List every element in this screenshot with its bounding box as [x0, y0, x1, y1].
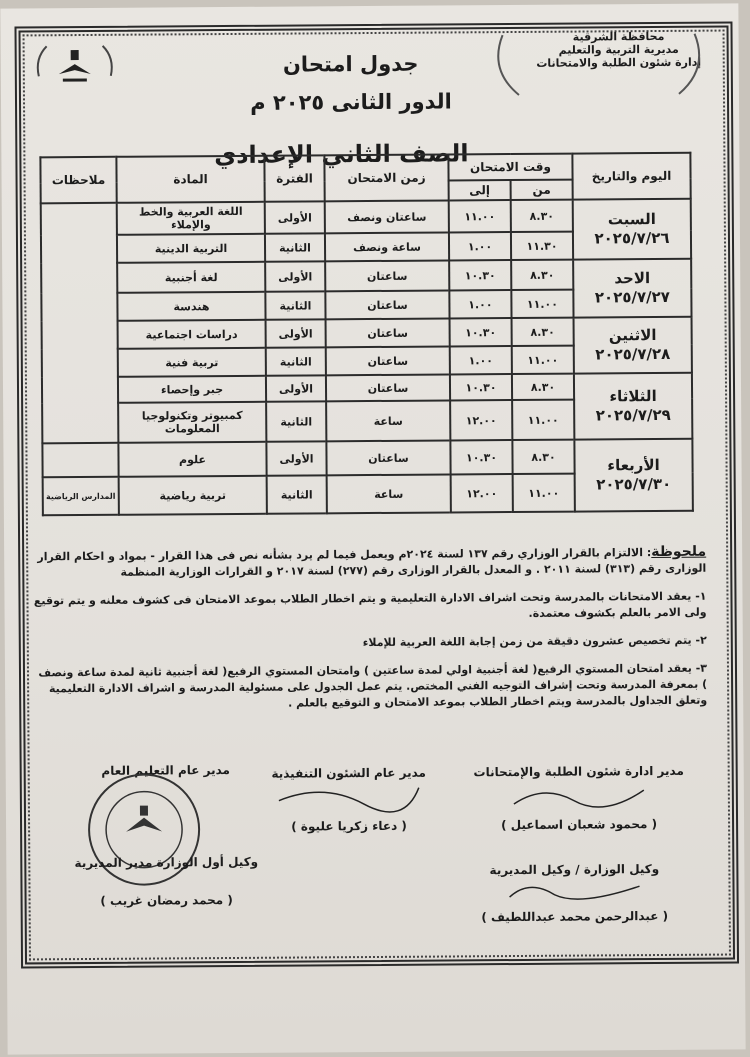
day-date: ٢٠٢٥/٧/٢٦	[594, 228, 670, 248]
time-to: ١.٠٠	[449, 232, 511, 260]
eagle-emblem-icon	[29, 36, 121, 101]
period: الأولى	[265, 201, 325, 233]
document-subtitle: الدور الثانى ٢٠٢٥ م	[250, 89, 452, 115]
subject: تربية رياضية	[119, 476, 267, 515]
note-item: ١- يعقد الامتحانات بالمدرسة وتحت اشراف الادارة التعليمية و يتم اخطار الطلاب بموعد الامتحان فى كشوف معلنه و يتم توقيع ولى الامر بالعلم بكشوف معتمدة.	[33, 589, 707, 620]
notes-cell	[42, 443, 118, 478]
day-cell	[573, 199, 691, 260]
day-name: الاثنين	[608, 326, 657, 345]
time-from: ٨.٣٠	[511, 260, 573, 290]
time-from: ١١.٠٠	[512, 400, 574, 440]
signature-name: ( دعاء زكريا عليوة )	[291, 818, 407, 834]
col-notes: ملاحظات	[40, 157, 116, 204]
time-to: ١٠.٣٠	[450, 318, 512, 346]
time-from: ١١.٣٠	[511, 232, 573, 260]
col-to: إلى	[449, 180, 511, 200]
time-to: ١٠.٣٠	[449, 260, 511, 290]
notes-cell	[41, 203, 119, 444]
subject: علوم	[118, 442, 266, 477]
time-from: ١١.٠٠	[511, 290, 573, 318]
department-line: إدارة شئون الطلبة والامتحانات	[536, 55, 702, 70]
signature-title: وكيل الوزارة / وكيل المديرية	[489, 862, 660, 878]
day-date: ٢٠٢٥/٧/٢٧	[594, 287, 670, 307]
day-name: الاحد	[614, 269, 651, 288]
subject: هندسة	[117, 292, 265, 321]
signature-name: ( محمد رمضان غريب )	[100, 892, 233, 908]
period: الثانية	[266, 401, 326, 441]
col-duration: زمن الامتحان	[324, 154, 448, 201]
time-to: ١١.٠٠	[449, 200, 511, 232]
period: الأولى	[266, 375, 326, 401]
signature-title: مدير عام الشئون التنفيذية	[271, 765, 427, 781]
duration: ساعة	[327, 474, 451, 513]
period: الثانية	[265, 291, 325, 319]
duration: ساعتان	[326, 374, 450, 401]
subject: كمبيوتر وتكنولوجيا المعلومات	[118, 402, 266, 443]
duration: ساعتان	[326, 440, 450, 475]
directorate-line: مديرية التربية والتعليم	[558, 42, 679, 57]
subject: لغة أجنبية	[117, 262, 265, 293]
time-from: ٨.٣٠	[511, 200, 573, 232]
subject: التربية الدينية	[117, 234, 265, 263]
period: الأولى	[266, 319, 326, 347]
time-to: ١٠.٣٠	[450, 374, 512, 400]
col-subject: المادة	[116, 156, 264, 203]
day-date: ٢٠٢٥/٧/٢٨	[595, 344, 671, 364]
laurel-wreath-icon	[488, 24, 709, 106]
table-row	[41, 259, 691, 294]
time-to: ١٢.٠٠	[450, 400, 512, 440]
document-header	[0, 3, 739, 148]
signature-block	[454, 862, 694, 925]
subject: اللغة العربية والخط والإملاء	[117, 202, 265, 235]
notes-section	[30, 544, 707, 726]
time-to: ١٢.٠٠	[451, 474, 513, 512]
signature-block	[464, 764, 694, 833]
day-cell	[574, 373, 692, 440]
handwritten-signature	[504, 778, 654, 815]
duration: ساعتان	[325, 290, 449, 319]
day-cell	[573, 259, 691, 318]
period: الأولى	[266, 441, 326, 475]
time-from: ١١.٠٠	[513, 474, 575, 512]
notes-intro	[30, 544, 706, 582]
duration: ساعتان	[326, 318, 450, 347]
subject: دراسات اجتماعية	[118, 320, 266, 349]
day-cell	[574, 439, 692, 512]
time-from: ٨.٣٠	[512, 440, 574, 474]
duration: ساعة	[326, 400, 450, 441]
table-row	[42, 439, 692, 478]
day-name: السبت	[607, 210, 656, 229]
time-to: ١.٠٠	[450, 346, 512, 374]
day-cell	[574, 317, 692, 374]
day-date: ٢٠٢٥/٧/٣٠	[596, 474, 672, 494]
document-page	[0, 3, 745, 1054]
day-name: الأربعاء	[607, 455, 660, 475]
time-from: ٨.٣٠	[512, 318, 574, 346]
period: الأولى	[265, 261, 325, 291]
signature-block	[254, 766, 444, 834]
day-date: ٢٠٢٥/٧/٢٩	[595, 405, 671, 425]
duration: ساعة ونصف	[325, 232, 449, 261]
signature-name: ( محمود شعبان اسماعيل )	[501, 817, 658, 833]
table-row	[42, 317, 692, 350]
period: الثانية	[265, 233, 325, 261]
time-to: ١٠.٣٠	[450, 440, 512, 474]
time-from: ٨.٣٠	[512, 374, 574, 400]
governorate-line: محافظة الشرقية	[572, 29, 665, 44]
document-title: جدول امتحان	[282, 51, 419, 77]
note-item: ٣- يعقد امتحان المستوي الرفيع( لغة أجنبية اولي لمدة ساعتين ) وامتحان المستوي الرفيع( لغة أجنبية ثانية لمدة ساعة ونصف ) بمعرفة المدرسة وتحت إشراف التوجيه الفني المختص. يتم عمل الجدول على مسئولية المدرسة و اشراف الادارة التعليمية وتعلق الجداول بالمدرسة ويتم اخطار الطلاب بموعد الامتحان و التوقيع بالعلم .	[38, 661, 708, 710]
col-exam-time: وقت الامتحان	[448, 154, 572, 181]
period: الثانية	[267, 475, 327, 513]
table-row	[41, 199, 691, 236]
notes-intro-text: : الالتزام بالقرار الوزاري رقم ١٣٧ لسنة ٢٠٢٤م ويعمل فيما لم يرد بشأنه نص فى هذا القرار - بمواد و احكام القرار الوزارى رقم (٣١٣) لسنة ٢٠١١ . و المعدل بالقرار الوزارى رقم (٢٧٧) لسنة ٢٠١٧ و القرارات الوزارية المنظمة	[37, 546, 707, 579]
col-from: من	[511, 180, 573, 200]
subject: تربية فنية	[118, 348, 266, 377]
note-item: ٢- يتم تخصيص عشرون دقيقة من زمن إجابة اللغة العربية للإملاء	[362, 633, 707, 650]
exam-schedule-table	[39, 152, 693, 517]
col-day-date: اليوم والتاريخ	[572, 153, 690, 200]
duration: ساعتان ونصف	[325, 200, 449, 233]
handwritten-signature	[499, 876, 649, 907]
signature-title: مدير ادارة شئون الطلبة والإمتحانات	[473, 763, 684, 780]
handwritten-signature	[274, 780, 424, 817]
day-name: الثلاثاء	[609, 387, 657, 406]
table-row	[42, 373, 692, 404]
notes-cell: المدارس الرياضية	[43, 477, 119, 516]
time-to: ١.٠٠	[449, 290, 511, 318]
signature-name: ( عبدالرحمن محمد عبداللطيف )	[481, 908, 669, 925]
notes-label: ملحوظة	[651, 543, 707, 561]
duration: ساعتان	[325, 260, 449, 291]
period: الثانية	[266, 347, 326, 375]
time-from: ١١.٠٠	[512, 346, 574, 374]
col-period: الفترة	[264, 155, 324, 201]
signature-title: مدير عام التعليم العام	[101, 763, 231, 778]
duration: ساعتان	[326, 346, 450, 375]
signature-title: وكيل أول الوزارة مدير المديرية	[74, 854, 259, 871]
subject: جبر وإحصاء	[118, 376, 266, 403]
signature-block	[46, 855, 286, 909]
grade-title: الصف الثاني الإعدادي	[214, 139, 469, 170]
